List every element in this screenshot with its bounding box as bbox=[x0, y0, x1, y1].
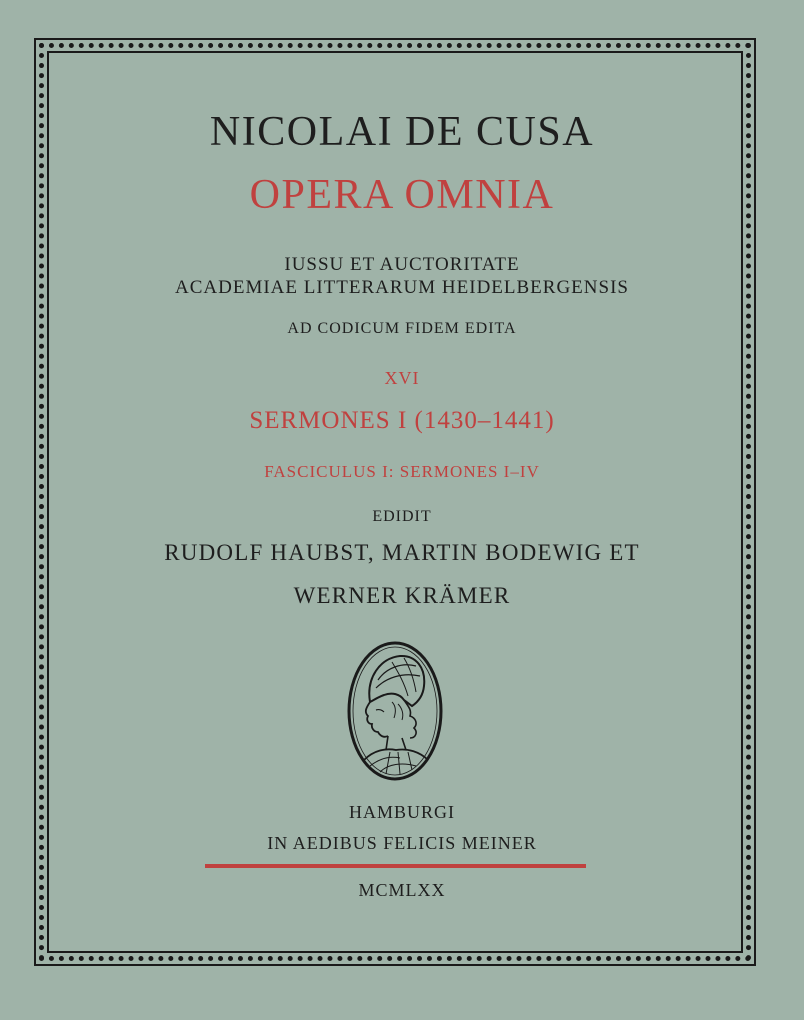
red-divider bbox=[205, 864, 586, 868]
edition-note: AD CODICUM FIDEM EDITA bbox=[287, 320, 517, 337]
author-name: NICOLAI DE CUSA bbox=[209, 109, 595, 155]
edited-by-label: EDIDIT bbox=[372, 508, 432, 525]
authority-line-2: ACADEMIAE LITTERARUM HEIDELBERGENSIS bbox=[175, 277, 629, 298]
series-title: OPERA OMNIA bbox=[249, 172, 555, 218]
minerva-portrait-oval-icon bbox=[346, 640, 444, 782]
editors-line-1: RUDOLF HAUBST, MARTIN BODEWIG ET bbox=[164, 540, 640, 565]
publication-year: MCMLXX bbox=[358, 880, 446, 900]
authority-line-1: IUSSU ET AUCTORITATE bbox=[284, 254, 520, 275]
volume-title: SERMONES I (1430–1441) bbox=[249, 407, 555, 434]
fascicle-title: FASCICULUS I: SERMONES I–IV bbox=[264, 462, 540, 481]
editors-line-2: WERNER KRÄMER bbox=[293, 583, 511, 608]
volume-number: XVI bbox=[384, 368, 420, 388]
publisher-name: IN AEDIBUS FELICIS MEINER bbox=[267, 833, 537, 853]
place-of-publication: HAMBURGI bbox=[348, 802, 455, 822]
